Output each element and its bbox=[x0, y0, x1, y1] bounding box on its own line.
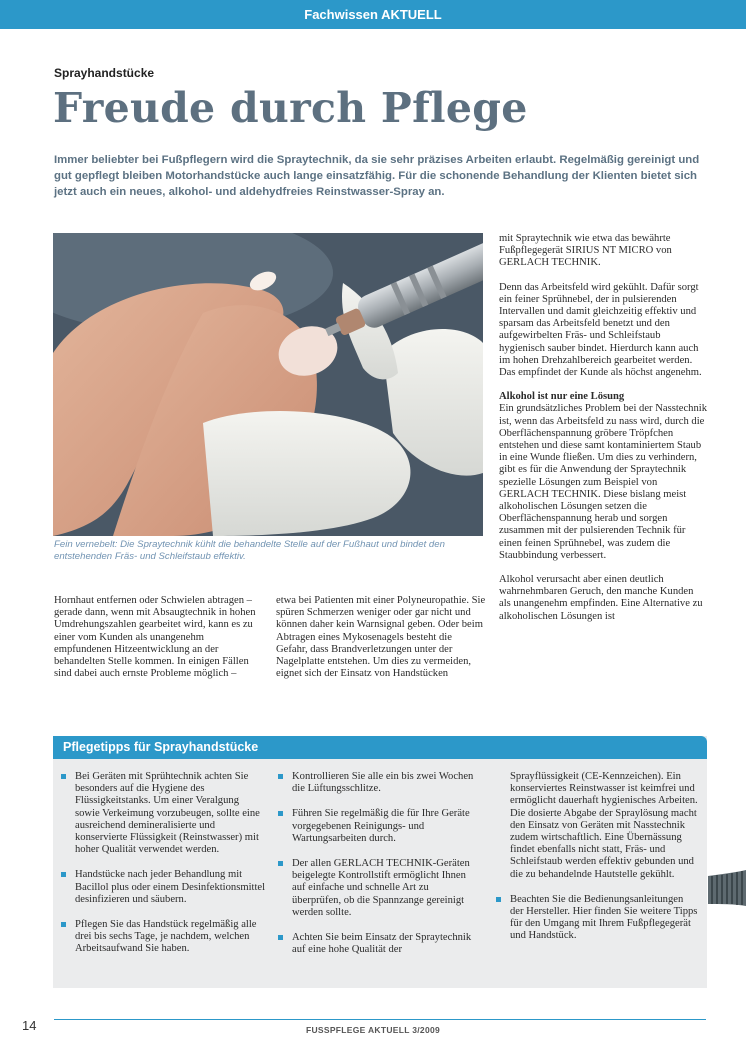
tip-continuation: Sprayflüssigkeit (CE-Kennzeichen). Ein konserviertes Reinstwasser ist keimfrei und ermöglicht dauerhaft hygienisches Arbeiten. Die dosierte Abgabe der Spraylösung macht den Einsatz von Geräten mit Nasstechnik zudem wirtschaftlich. Eine Übernässung findet ebenfalls nicht statt, Fräs- und Schleifstaub werden effektiv gebunden und die zu behandelnde Hautstelle gekühlt. bbox=[510, 771, 698, 880]
tips-box-header bbox=[53, 736, 707, 759]
tip-item: Bei Geräten mit Sprühtechnik achten Sie besonders auf die Hygiene des Flüssigkeitstanks. Um einer Veralgung sowie Verkeimung vorzubeugen, sollte eine ausreichend demineralisierte und konservierte Flüssigkeit (Reinstwasser) mit hoher Qualität verwendet werden. bbox=[61, 771, 266, 856]
bullet-square-icon bbox=[496, 897, 501, 902]
foot-treatment-illustration bbox=[53, 233, 483, 536]
paragraph: Alkohol verursacht aber einen deutlich wahrnehmbaren Geruch, den manche Kunden als unangenehm empfinden. Eine Alternative zu alkoholischen Lösungen ist bbox=[499, 574, 703, 622]
article-column-2 bbox=[276, 595, 486, 692]
tip-item: Der allen GERLACH TECHNIK-Geräten beigelegte Kontrollstift ermöglicht Ihnen auf einfache und schnelle Art zu überprüfen, ob die Spannzange gereinigt werden sollte. bbox=[278, 858, 478, 919]
tips-column-1 bbox=[61, 771, 266, 969]
bullet-square-icon bbox=[278, 811, 283, 816]
tip-item: Pflegen Sie das Handstück regelmäßig alle drei bis sechs Tage, je nachdem, welchen Arbeitsaufwand Sie haben. bbox=[61, 919, 266, 956]
tip-item: Kontrollieren Sie alle ein bis zwei Wochen die Lüftungsschlitze. bbox=[278, 771, 478, 795]
bullet-square-icon bbox=[278, 774, 283, 779]
bullet-square-icon bbox=[278, 861, 283, 866]
paragraph: Ein grundsätzliches Problem bei der Nasstechnik ist, wenn das Arbeitsfeld zu nass wird, durch die Oberflächenspannung gröbere Tröpfchen entstehen und diese samt kontaminiertem Staub in eine Wunde fließen. Um dies zu verhindern, gibt es für die Anwendung der Spraytechnik spezielle Lösungen zum Beispiel von GERLACH TECHNIK. Diese bislang meist alkoholischen Lösungen setzen die Oberflächenspannung herab und sorgen zusammen mit der pulsierenden Technik für einen feinen Sprühnebel, was zudem die Staubbindung verbessert. bbox=[499, 403, 707, 561]
tip-item: Beachten Sie die Bedienungsanleitungen der Hersteller. Hier finden Sie weitere Tipps für den Umgang mit Ihrem Fußpflegegerät und Handstück. bbox=[496, 894, 699, 943]
tip-item: Achten Sie beim Einsatz der Spraytechnik auf eine hohe Qualität der bbox=[278, 932, 478, 956]
bullet-square-icon bbox=[61, 774, 66, 779]
paragraph: Denn das Arbeitsfeld wird gekühlt. Dafür sorgt ein feiner Sprühnebel, der in pulsierenden Intervallen und damit gleichzeitig effektiv und sparsam das Arbeitsfeld benetzt und den aufgewirbelten Fräs- und Schleifstaub hygienisch sauber bindet. Hierdurch kann auch im hohen Drehzahlbereich gearbeitet werden. Das empfindet der Kunde als höchst angenehm. bbox=[499, 281, 702, 379]
handpiece-image bbox=[708, 870, 746, 908]
article-kicker: Sprayhandstücke bbox=[54, 66, 155, 80]
paragraph: mit Spraytechnik wie etwa das bewährte Fußpflegegerät SIRIUS NT MICRO von GERLACH TECHNIK. bbox=[499, 233, 672, 269]
article-column-3 bbox=[499, 233, 707, 635]
tip-item: Handstücke nach jeder Behandlung mit Bacillol plus oder einem Desinfektionsmittel desinfizieren und säubern. bbox=[61, 869, 266, 906]
paragraph: Hornhaut entfernen oder Schwielen abtragen – gerade dann, wenn mit Absaugtechnik in hohen Umdrehungszahlen gearbeitet wird, kann es zu einer vom Kunden als unangenehm empfundenen Hitzeentwicklung an der behandelten Stelle kommen. In einigen Fällen sind dabei auch ernste Probleme möglich – bbox=[54, 595, 256, 680]
publication-footer: FUSSPFLEGE AKTUELL 3/2009 bbox=[305, 1025, 441, 1035]
tips-box-title: Pflegetipps für Sprayhandstücke bbox=[63, 740, 259, 754]
paragraph: etwa bei Patienten mit einer Polyneuropathie. Sie spüren Schmerzen weniger oder gar nicht und können daher kein Warnsignal geben. Oder beim Abtragen eines Mykosenagels besteht die Gefahr, dass Brandverletzungen unter der Nagelplatte entstehen. Um dies zu vermeiden, eignet sich der Einsatz von Handstücken bbox=[276, 595, 486, 680]
page-number: 14 bbox=[22, 1018, 37, 1033]
tips-column-2 bbox=[278, 771, 478, 969]
subheading: Alkohol ist nur eine Lösung bbox=[499, 391, 625, 403]
section-header-bar bbox=[0, 0, 746, 29]
article-photo bbox=[53, 233, 483, 536]
bullet-square-icon bbox=[61, 872, 66, 877]
article-column-1 bbox=[54, 595, 264, 692]
bullet-square-icon bbox=[61, 922, 66, 927]
tip-item: Führen Sie regelmäßig die für Ihre Geräte vorgegebenen Reinigungs- und Wartungsarbeiten durch. bbox=[278, 808, 478, 845]
bullet-square-icon bbox=[278, 935, 283, 940]
article-lead: Immer beliebter bei Fußpflegern wird die Spraytechnik, da sie sehr präzises Arbeiten erlaubt. Regelmäßig gereinigt und gut gepflegt bleiben Motorhandstücke auch lange einsatzfähig. Für die schonende Behandlung der Klienten bietet sich jetzt auch ein neues, alkohol- und aldehydfreies Reinstwasser-Spray an. bbox=[54, 154, 700, 198]
tips-column-3 bbox=[496, 771, 699, 956]
footer-divider bbox=[54, 1019, 706, 1020]
photo-caption: Fein vernebelt: Die Spraytechnik kühlt die behandelte Stelle auf der Fußhaut und bindet den entstehenden Fräs- und Schleifstaub effektiv. bbox=[54, 539, 445, 562]
article-title: Freude durch Pflege bbox=[53, 84, 528, 132]
tips-box bbox=[53, 736, 707, 988]
section-title: Fachwissen AKTUELL bbox=[304, 7, 442, 22]
